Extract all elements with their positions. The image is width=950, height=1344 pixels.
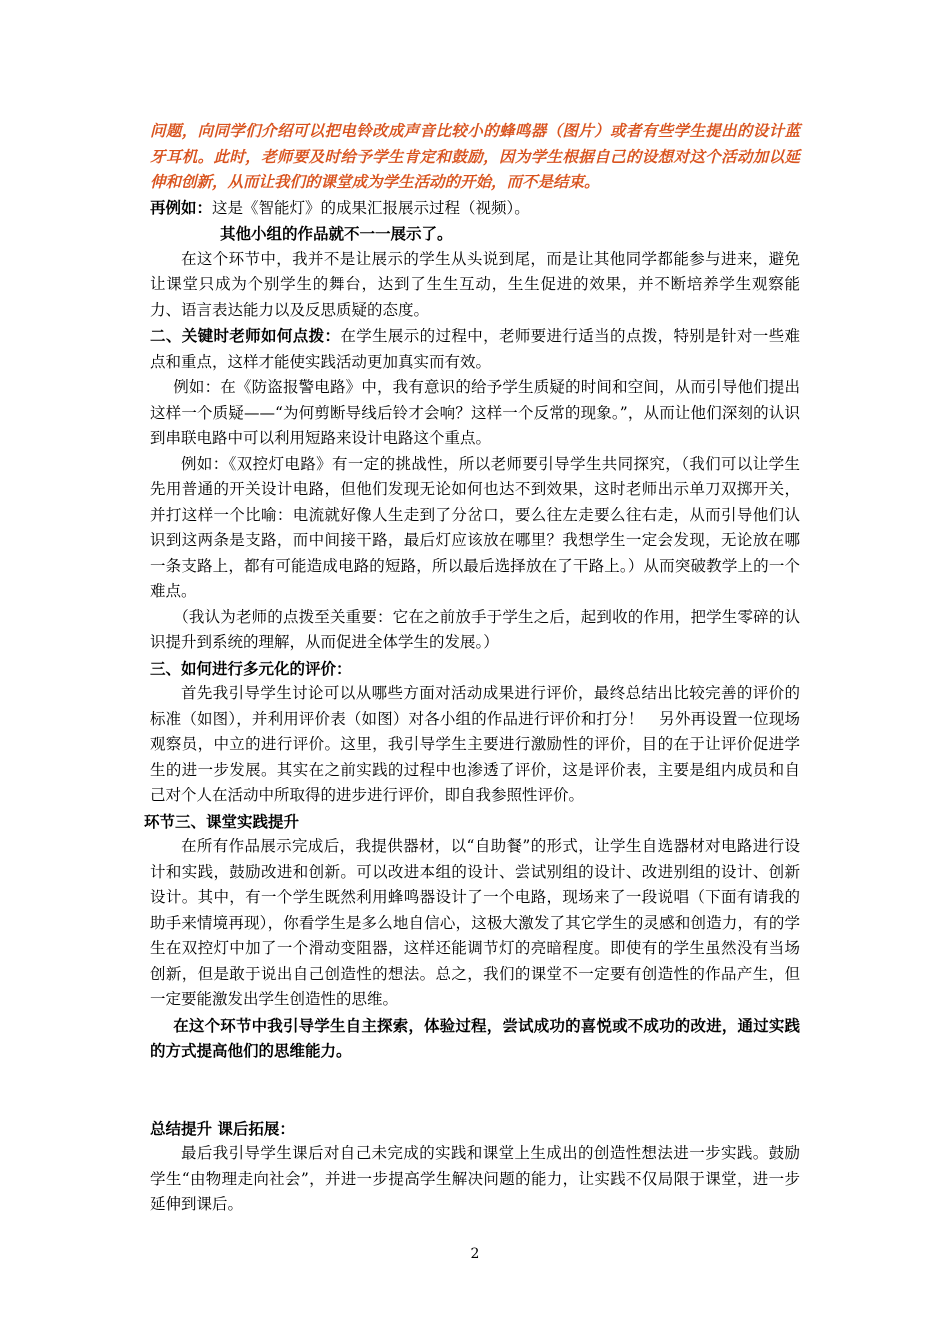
summary-paragraph: 最后我引导学生课后对自己未完成的实践和课堂上生成出的创造性想法进一步实践。鼓励学生“由物理走向社会”，并进一步提高学生解决问题的能力，让实践不仅局限于课堂，进一步延伸到课后。 [150,1144,800,1213]
document-body [144,118,800,1218]
example-paragraph [150,195,800,222]
blank-space [150,1064,800,1116]
example-alarm-paragraph: 例如：在《防盗报警电路》中，我有意识的给予学生质疑的时间和空间，从而引导他们提出这样一个质疑——“为何剪断导线后铃才会响？这样一个反常的现象。”，从而让他们深刻的认识到串联电路中可以利用短路来设计电路这个重点。 [150,378,800,447]
example-text: 这是《智能灯》的成果汇报展示过程（视频）。 [212,198,530,217]
section-three-heading: 三、如何进行多元化的评价： [150,658,352,678]
example-dual-control-paragraph: 例如：《双控灯电路》有一定的挑战性，所以老师要引导学生共同探究，（我们可以让学生先用普通的开关设计电路，但他们发现无论如何也达不到效果，这时老师出示单刀双掷开关，并打这样一个比喻：电流就好像人生走到了分岔口，要么往左走要么往右走，从而引导他们认识到这两条是支路，而中间接干路，最后灯应该放在哪里？我想学生一定会发现，无论放在哪一条支路上，都有可能造成电路的短路，所以最后选择放在了干路上。）从而突破教学上的一个难点。 [150,454,800,600]
section-two-heading: 二、关键时老师如何点拨： [150,326,341,345]
practice-paragraph: 在所有作品展示完成后，我提供器材，以“自助餐”的形式，让学生自选器材对电路进行设计和实践，鼓励改进和创新。可以改进本组的设计、尝试别组的设计、改进别组的设计、创新设计。其中，有一个学生既然利用蜂鸣器设计了一个电路，现场来了一段说唱（下面有请我的助手来情境再现），你看学生是多么地自信心，这极大激发了其它学生的灵感和创造力，有的学生在双控灯中加了一个滑动变阻器，这样还能调节灯的亮暗程度。即使有的学生虽然没有当场创新，但是敢于说出自己创造性的想法。总之，我们的课堂不一定要有创造性的作品产生，但一定要能激发出学生创造性的思维。 [150,837,800,1008]
example-label: 再例如： [150,197,213,217]
other-groups-line: 其他小组的作品就不一一展示了。 [220,224,453,243]
evaluation-paragraph: 首先我引导学生讨论可以从哪些方面对活动成果进行评价，最终总结出比较完善的评价的标准（如图），并利用评价表（如图）对各小组的作品进行评价和打分！ 另外再设置一位现场观察员，中立的进行评价。这里，我引导学生主要进行激励性的评价，目的在于让评价促进学生的进一步发展。其实在之前实践的过程中也渗透了评价，这是评价表，主要是组内成员和自己对个人在活动中所取得的进步进行评价，即自我参照性评价。 [150,684,800,804]
link-paragraph: 在这个环节中，我并不是让展示的学生从头说到尾，而是让其他同学都能参与进来，避免让课堂只成为个别学生的舞台，达到了生生互动，生生促进的效果，并不断培养学生观察能力、语言表达能力以及反思质疑的态度。 [150,249,800,319]
summary-heading: 总结提升 课后拓展： [150,1118,295,1138]
opinion-paragraph: （我认为老师的点拨至关重要：它在之前放手于学生之后，起到收的作用，把学生零碎的认识提升到系统的理解，从而促进全体学生的发展。） [150,607,800,651]
page-number: 2 [470,1246,480,1262]
stage-three-heading: 环节三、课堂实践提升 [144,811,300,831]
practice-summary-bold: 在这个环节中我引导学生自主探索，体验过程，尝试成功的喜悦或不成功的改进，通过实践的方式提高他们的思维能力。 [150,1015,800,1060]
section-two-paragraph [150,323,800,375]
highlighted-paragraph: 问题，向同学们介绍可以把电铃改成声音比较小的蜂鸣器（图片）或者有些学生提出的设计蓝牙耳机。此时，老师要及时给予学生肯定和鼓励，因为学生根据自己的设想对这个活动加以延伸和创新，从而让我们的课堂成为学生活动的开始，而不是结束。 [150,121,800,191]
section-two-text: 在学生展示的过程中，老师要进行适当的点拨，特别是针对一些难点和重点，这样才能使实践活动更加真实而有效。 [150,327,800,371]
